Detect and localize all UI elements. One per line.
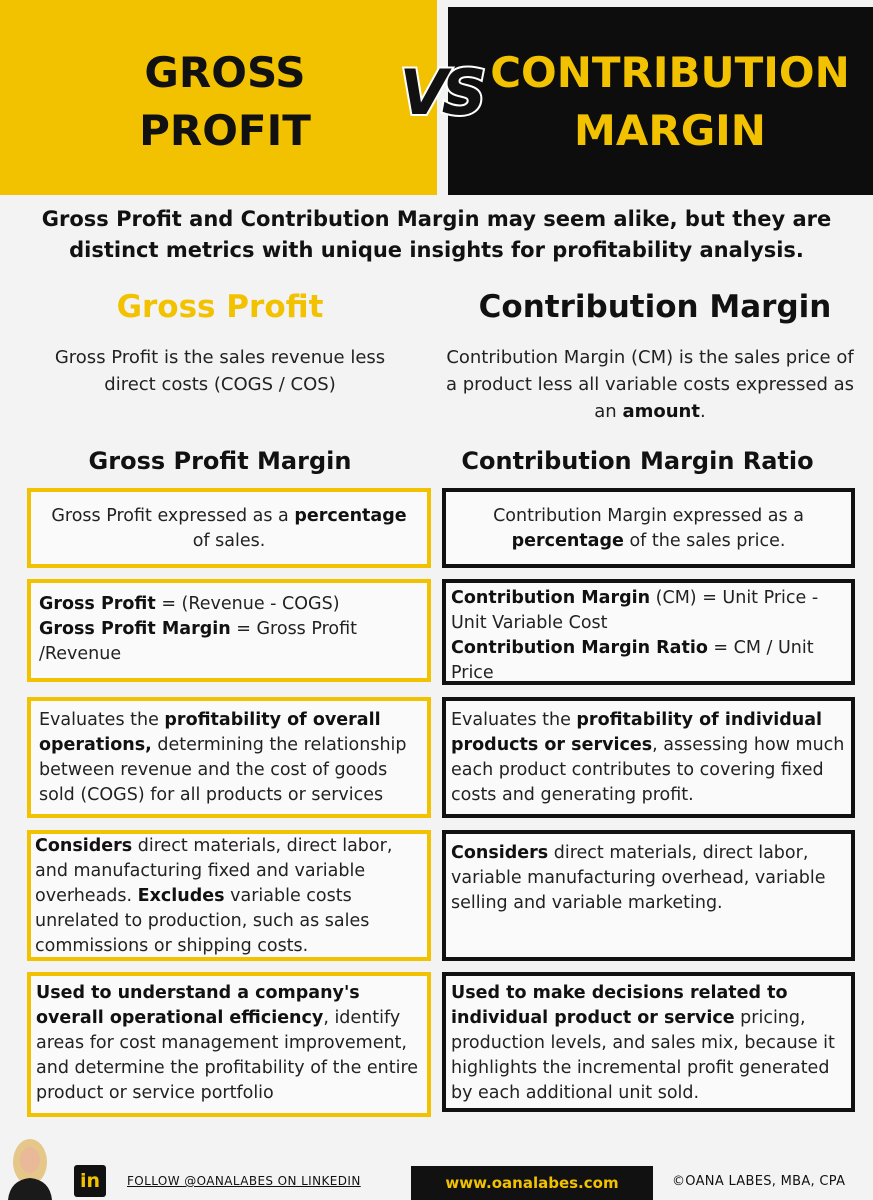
gross-profit-heading: Gross Profit — [116, 289, 324, 325]
gross-profit-definition: Gross Profit is the sales revenue less direct costs (COGS / COS) — [54, 347, 386, 395]
gp-box-formula — [27, 579, 431, 682]
contribution-margin-definition — [440, 344, 860, 425]
cm-box1-text: Contribution Margin expressed as a — [493, 506, 804, 526]
cm-formula1-value: (CM) = Unit Price - Unit Variable Cost — [451, 588, 819, 633]
gp-box4-considers: Considers — [35, 836, 133, 856]
cm-box-formula — [442, 579, 855, 685]
cm-box-used-for — [442, 972, 855, 1112]
header-gross-profit-title — [80, 44, 370, 160]
cm-definition-text: Contribution Margin (CM) is the sales price of a product less all variable costs expressed as an — [445, 347, 855, 422]
gp-formula1-label: Gross Profit — [39, 594, 156, 614]
header-right-line1: CONTRIBUTION — [490, 48, 850, 97]
cm-box4-text1: direct materials, direct labor, variable manufacturing overhead, variable selling and variable marketing. — [451, 843, 826, 913]
gp-box3-end: determining the relationship between revenue and the cost of goods sold (COGS) for all products or services — [39, 735, 407, 805]
cm-box1-end: of the sales price. — [623, 531, 786, 551]
vs-badge — [385, 58, 495, 128]
cm-box-considers — [442, 830, 855, 961]
cm-definition-end: . — [699, 401, 706, 422]
gp-box1-bold: percentage — [294, 506, 407, 526]
gp-box3-text: Evaluates the — [39, 710, 165, 730]
cm-box5-bold: Used to make decisions related to individual product or service — [451, 983, 788, 1028]
gp-box-considers — [27, 830, 431, 961]
website-link[interactable]: www.oanalabes.com — [411, 1166, 653, 1200]
vs-text: VS — [399, 58, 481, 128]
gp-box4-excludes: Excludes — [137, 886, 225, 906]
copyright-text: ©OANA LABES, MBA, CPA — [672, 1174, 846, 1189]
linkedin-icon[interactable]: in — [74, 1165, 106, 1197]
cm-formula2-value: = CM / Unit Price — [451, 638, 814, 683]
cm-definition-bold: amount — [622, 401, 700, 422]
gp-box-used-for — [27, 972, 431, 1117]
gp-box4-text1: direct materials, direct labor, and manufacturing fixed and variable overheads. — [35, 836, 393, 906]
gp-box4-text2: variable costs unrelated to production, such as sales commissions or shipping costs. — [35, 886, 370, 956]
cm-box4-considers: Considers — [451, 843, 549, 863]
cm-box3-bold: profitability of individual products or services — [451, 710, 823, 755]
cm-box5-text: pricing, production levels, and sales mix, because it highlights the incremental profit generated by each additional unit sold. — [451, 1008, 835, 1103]
gp-box-percentage — [27, 488, 431, 568]
intro-text: Gross Profit and Contribution Margin may seem alike, but they are distinct metrics with unique insights for profitability analysis. — [41, 207, 832, 262]
gp-box1-text: Gross Profit expressed as a — [51, 506, 295, 526]
gross-profit-margin-heading: Gross Profit Margin — [88, 447, 352, 475]
gp-formula2-label: Gross Profit Margin — [39, 619, 231, 639]
follow-linkedin-link[interactable]: FOLLOW @OANALABES ON LINKEDIN — [127, 1174, 361, 1188]
gp-box1-end: of sales. — [192, 531, 266, 551]
header-left-line2: PROFIT — [139, 106, 311, 155]
cm-box-evaluates — [442, 697, 855, 818]
header-contribution-margin-title — [470, 44, 870, 160]
contribution-margin-heading: Contribution Margin — [478, 289, 832, 325]
cm-box-percentage — [442, 488, 855, 568]
avatar — [4, 1128, 56, 1200]
header-right-line2: MARGIN — [574, 106, 766, 155]
gp-box5-text: , identify areas for cost management improvement, and determine the profitability of the entire product or service portfolio — [36, 1008, 419, 1103]
header-left-line1: GROSS — [144, 48, 306, 97]
cm-box3-end: , assessing how much each product contributes to covering fixed costs and generating profit. — [451, 735, 845, 805]
gp-box-evaluates — [27, 697, 431, 818]
gp-formula1-value: = (Revenue - COGS) — [155, 594, 340, 614]
cm-box3-text: Evaluates the — [451, 710, 577, 730]
contribution-margin-ratio-heading: Contribution Margin Ratio — [461, 447, 814, 475]
gp-box5-bold: Used to understand a company's overall operational efficiency — [36, 983, 360, 1028]
cm-box1-bold: percentage — [511, 531, 624, 551]
cm-formula2-label: Contribution Margin Ratio — [451, 638, 708, 658]
cm-formula1-label: Contribution Margin — [451, 588, 651, 608]
gp-box3-bold: profitability of overall operations, — [39, 710, 381, 755]
gp-formula2-value: = Gross Profit /Revenue — [39, 619, 358, 664]
